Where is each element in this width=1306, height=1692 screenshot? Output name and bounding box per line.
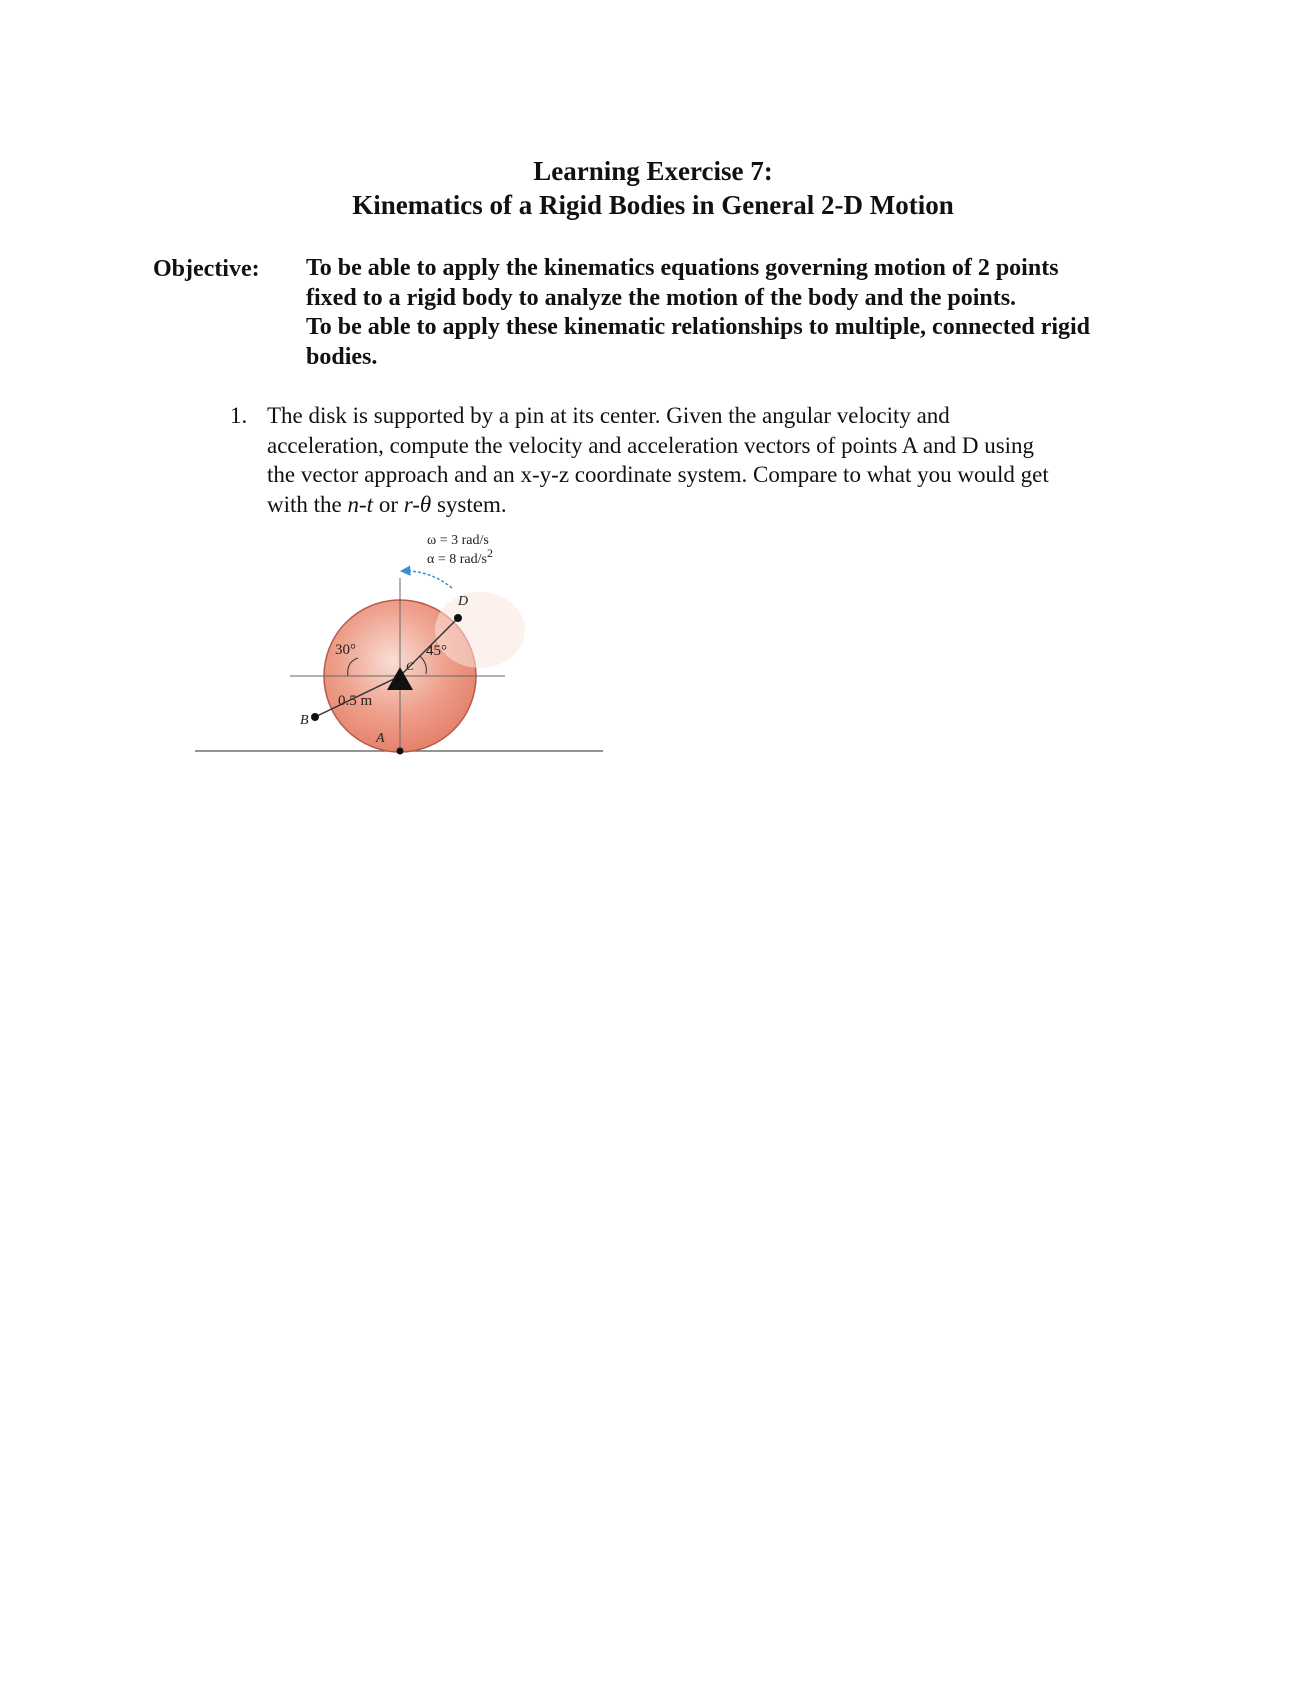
point-d-label: D <box>458 594 469 609</box>
problem-line: acceleration, compute the velocity and acceleration vectors of points A and D using <box>267 432 1035 458</box>
title-line-2: Kinematics of a Rigid Bodies in General 2-D Motion <box>352 190 954 220</box>
text-run: system. <box>431 491 507 517</box>
problem-number: 1. <box>230 403 248 428</box>
objective-line: To be able to apply the kinematics equations governing motion of 2 points <box>306 255 1059 281</box>
disk-sheen <box>435 592 525 668</box>
objective-text <box>306 254 1166 372</box>
nt-system-text: n-t <box>347 491 374 517</box>
alpha-label <box>427 546 493 567</box>
problem-line-last <box>267 490 1167 520</box>
point-a-marker <box>397 748 404 755</box>
disk-figure <box>180 530 620 770</box>
alpha-text: α = 8 rad/s <box>427 552 487 567</box>
point-a-label: A <box>376 731 385 746</box>
omega-label: ω = 3 rad/s <box>427 533 489 548</box>
text-run: or <box>373 491 404 517</box>
point-b-label: B <box>300 713 309 728</box>
objective-label: Objective: <box>153 256 260 282</box>
problem-line: The disk is supported by a pin at its center. Given the angular velocity and <box>267 403 950 428</box>
text-run: with the <box>267 491 348 517</box>
objective-line: fixed to a rigid body to analyze the motion of the body and the points. <box>306 284 1017 311</box>
problem-text <box>267 401 1167 519</box>
problem-line: the vector approach and an x-y-z coordinate system. Compare to what you would get <box>267 462 1049 487</box>
angle-45-label: 45° <box>426 643 447 659</box>
title-block <box>0 154 1306 222</box>
disk-diagram <box>180 530 620 770</box>
point-d-marker <box>454 614 462 622</box>
point-c-label: C <box>406 659 415 673</box>
objective-line: bodies. <box>306 343 378 370</box>
title-line-1: Learning Exercise 7: <box>533 156 773 186</box>
point-b-marker <box>311 713 319 721</box>
rotation-arrow-icon <box>402 571 452 588</box>
radius-label: 0.5 m <box>338 693 373 709</box>
alpha-exponent: 2 <box>486 546 493 560</box>
r-theta-system-text: r-θ <box>403 491 432 517</box>
objective-line: To be able to apply these kinematic relationships to multiple, connected rigid <box>306 314 1091 340</box>
angle-30-label: 30° <box>335 642 356 658</box>
